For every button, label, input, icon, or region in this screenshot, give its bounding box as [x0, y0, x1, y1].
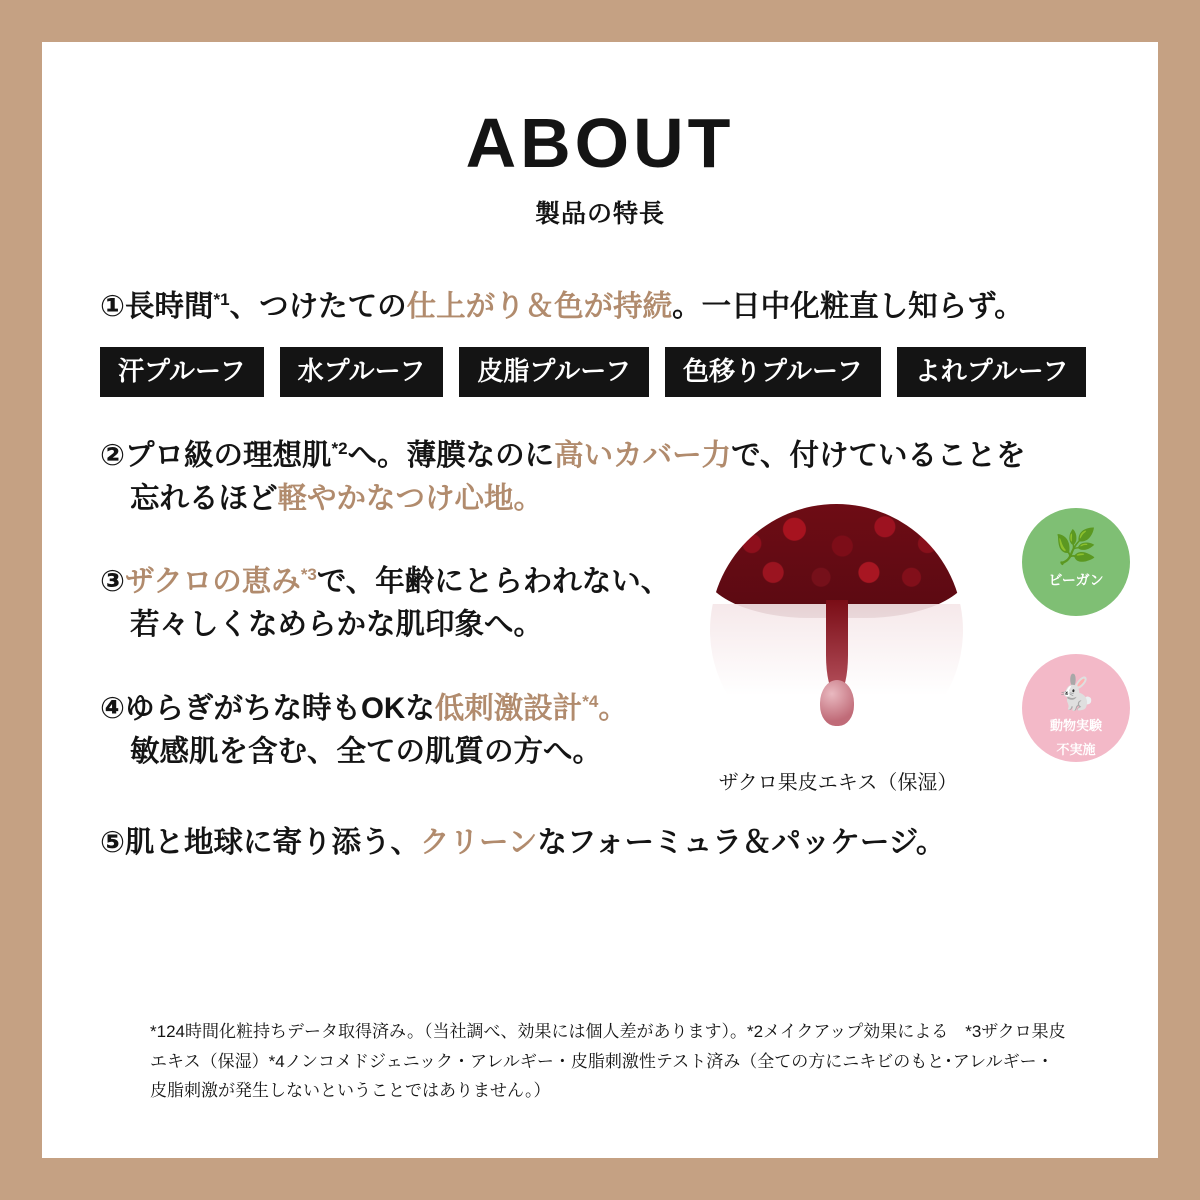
pomegranate-photo-wrap	[710, 504, 963, 794]
badge-vegan	[1022, 508, 1130, 616]
feature-4-highlight: 低刺激設計	[434, 692, 583, 726]
feature-5-text-a: 肌と地球に寄り添う、	[124, 825, 420, 859]
proof-chip-sebum: 皮脂プルーフ	[459, 347, 649, 398]
proof-chip-list	[100, 347, 1100, 398]
feature-4-number: ④	[100, 692, 125, 726]
about-card	[42, 42, 1158, 1158]
badge-vegan-label: ビーガン	[1048, 572, 1104, 588]
proof-chip-sweat: 汗プルーフ	[100, 347, 264, 398]
pomegranate-photo	[710, 504, 963, 757]
feature-1-highlight: 仕上がり＆色が持続	[406, 290, 673, 323]
feature-item-1	[100, 286, 1100, 329]
feature-1-footnote-ref: *1	[213, 290, 230, 310]
feature-1-text-c: 。一日中化粧直し知らず。	[672, 290, 1024, 323]
header	[42, 42, 1158, 230]
feature-5-text-b: なフォーミュラ＆パッケージ。	[537, 825, 946, 859]
feature-1-text-a: 長時間	[124, 290, 214, 323]
feature-4-text-b: 。	[598, 692, 628, 726]
rabbit-icon: 🐇	[1054, 674, 1098, 712]
badge-cruelty-free	[1022, 654, 1130, 762]
feature-2-text-d: 忘れるほど	[130, 482, 278, 516]
badge-cruelty-label-1: 動物実験	[1049, 718, 1102, 733]
feature-2-highlight-2: 軽やかなつけ心地	[277, 482, 514, 516]
feature-3-text-b: で、年齢にとらわれない、	[316, 564, 671, 598]
feature-4-text-a: ゆらぎがちな時もOKな	[124, 692, 435, 726]
badge-cruelty-label-2: 不実施	[1056, 741, 1096, 757]
photo-caption: ザクロ果皮エキス（保湿）	[718, 772, 958, 794]
feature-3-line-2: 若々しくなめらかな肌印象へ。	[130, 607, 544, 641]
proof-chip-transfer: 色移りプルーフ	[665, 347, 881, 398]
feature-1-number: ①	[100, 290, 125, 323]
feature-5-highlight: クリーン	[420, 825, 538, 859]
feature-2-highlight: 高いカバー力	[554, 439, 732, 473]
feature-2-text-b: へ。薄膜なのに	[347, 439, 555, 473]
features-list	[42, 286, 1158, 865]
page-subtitle: 製品の特長	[534, 200, 665, 228]
feature-5-number: ⑤	[100, 825, 125, 859]
feature-1-text-b: 、つけたての	[229, 290, 407, 323]
feature-3-footnote-ref: *3	[300, 565, 317, 585]
feature-4-footnote-ref: *4	[582, 692, 599, 712]
feature-2-text-a: プロ級の理想肌	[124, 439, 332, 473]
juice-pour	[826, 600, 848, 692]
feature-item-5	[100, 822, 1100, 865]
juice-drop	[820, 680, 854, 726]
feature-4-line-2: 敏感肌を含む、全ての肌質の方へ。	[130, 735, 603, 769]
proof-chip-water: 水プルーフ	[280, 347, 444, 398]
page-title: ABOUT	[465, 104, 735, 182]
footnotes: *124時間化粧持ちデータ取得済み。（当社調べ、効果には個人差があります）。*2メイクアップ効果による *3ザクロ果皮エキス（保湿）*4ノンコメドジェニック・アレルギー・皮脂刺激性テスト済み（全ての方にニキビのもと･アレルギー・皮脂刺激が発生しないということではありません。）	[150, 1021, 1066, 1101]
leaf-icon: 🌿	[1054, 528, 1098, 566]
feature-2-text-e: 。	[513, 482, 544, 516]
feature-3-highlight: ザクロの恵み	[124, 564, 301, 598]
proof-chip-crease: よれプルーフ	[897, 347, 1087, 398]
feature-2-text-c: で、付けていることを	[731, 439, 1026, 473]
feature-2-number: ②	[100, 439, 125, 473]
product-visual	[710, 504, 1130, 804]
feature-3-number: ③	[100, 564, 125, 598]
feature-2-footnote-ref: *2	[331, 439, 348, 459]
